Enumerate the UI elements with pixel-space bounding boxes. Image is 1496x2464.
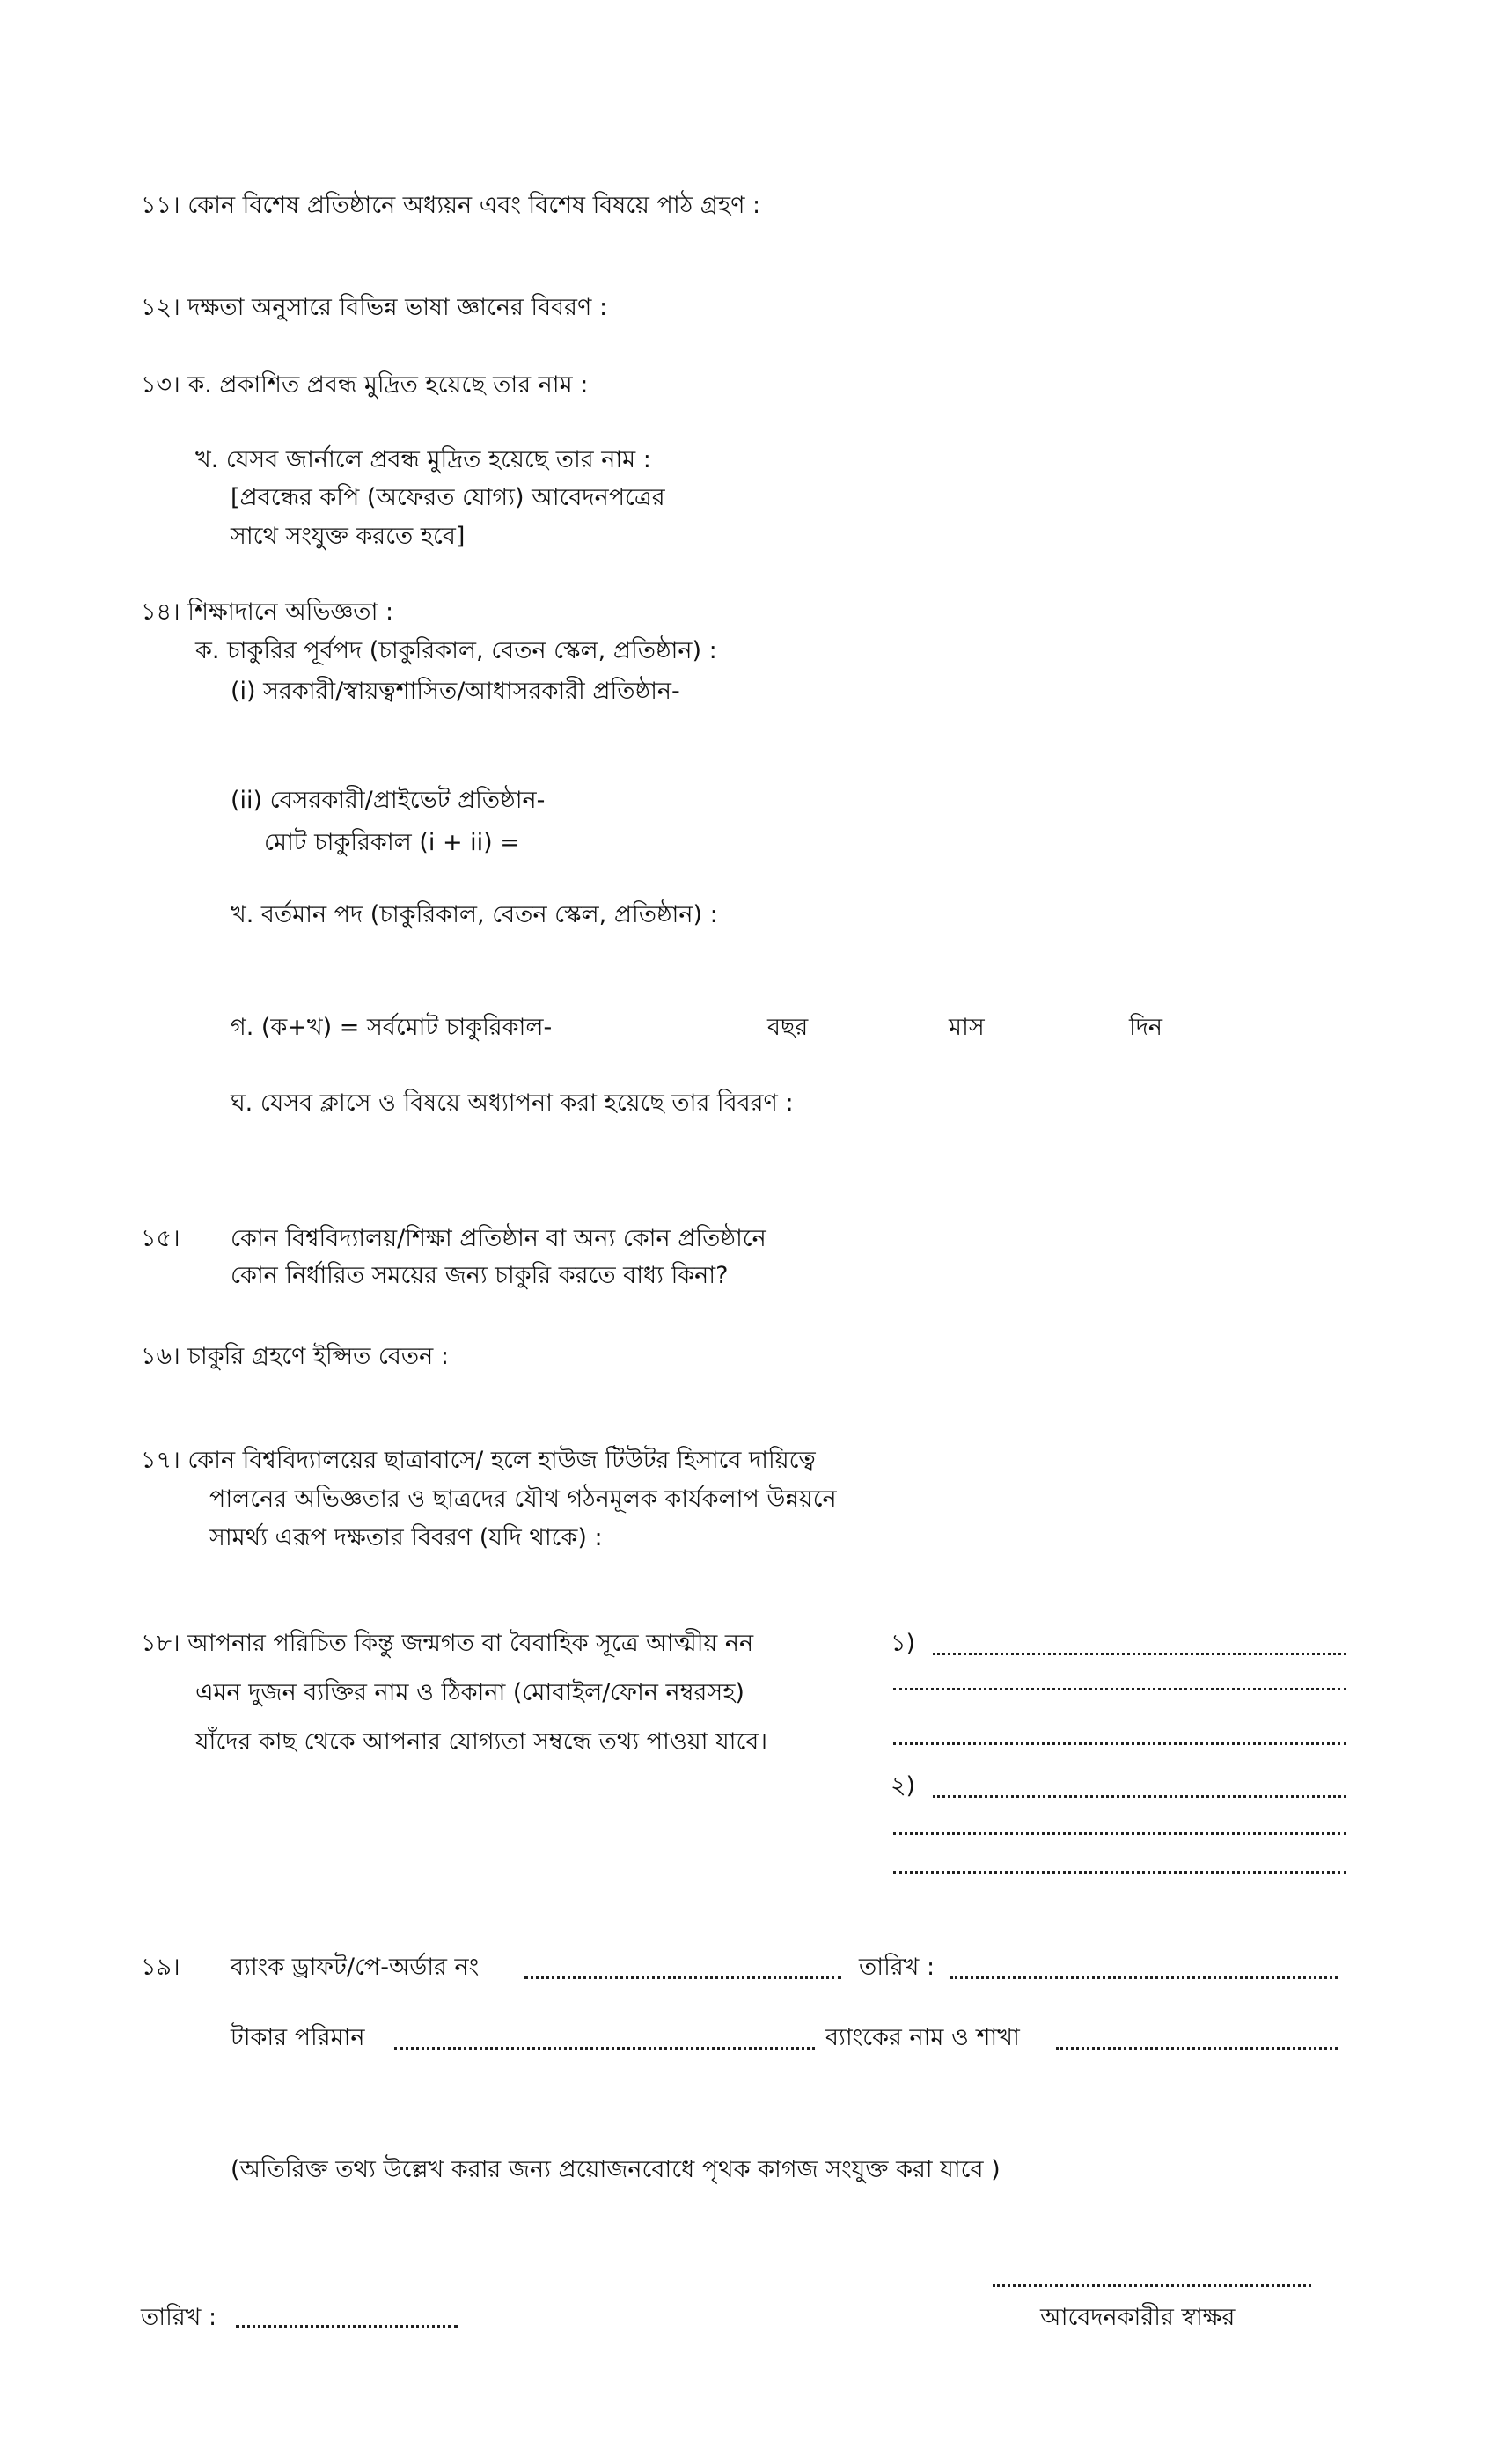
item-13-b-label: খ. যেসব জার্নালে প্রবন্ধ মুদ্রিত হয়েছে তার নাম : [195,446,651,473]
item-15-line2: কোন নির্ধারিত সময়ের জন্য চাকুরি করতে বাধ্য কিনা? [231,1262,729,1289]
item-16-label: ১৬। চাকুরি গ্রহণে ইপ্সিত বেতন : [141,1343,449,1370]
reference-2-line-3[interactable] [893,1871,1346,1874]
item-13-note-line1: [প্রবন্ধের কপি (অফেরত যোগ্য) আবেদনপত্রের [231,484,665,511]
item-18-line2: এমন দুজন ব্যক্তির নাম ও ঠিকানা (মোবাইল/ফোন নম্বরসহ) [195,1679,744,1706]
reference-2-number: ২) [891,1772,916,1800]
item-14-day-label: দিন [1129,1014,1163,1041]
bank-branch-label: ব্যাংকের নাম ও শাখা [825,2024,1020,2051]
item-14-total-label: মোট চাকুরিকাল (i + ii) = [264,829,520,856]
date-label: তারিখ : [141,2304,217,2331]
item-11-label: ১১। কোন বিশেষ প্রতিষ্ঠানে অধ্যয়ন এবং বিশেষ বিষয়ে পাঠ গ্রহণ : [141,192,761,219]
item-17-line3: সামর্থ্য এরূপ দক্ষতার বিবরণ (যদি থাকে) : [209,1524,603,1551]
reference-1-line-1[interactable] [933,1653,1346,1655]
item-15-number: ১৫। [141,1225,180,1252]
reference-1-number: ১) [891,1630,916,1657]
item-12-label: ১২। দক্ষতা অনুসারে বিভিন্ন ভাষা জ্ঞানের বিবরণ : [141,294,608,321]
reference-2-line-2[interactable] [893,1832,1346,1835]
additional-info-note: (অতিরিক্ত তথ্য উল্লেখ করার জন্য প্রয়োজনবোধে পৃথক কাগজ সংযুক্ত করা যাবে ) [231,2156,1001,2183]
item-13-note-line2: সাথে সংযুক্ত করতে হবে] [231,523,466,550]
reference-2-line-1[interactable] [933,1795,1346,1798]
signature-field[interactable] [993,2284,1311,2287]
reference-1-line-3[interactable] [893,1742,1346,1745]
signature-label: আবেদনকারীর স্বাক্ষর [1040,2304,1236,2331]
item-17-line2: পালনের অভিজ্ঞতার ও ছাত্রদের যৌথ গঠনমূলক কার্যকলাপ উন্নয়নে [209,1485,837,1513]
item-14-d-label: ঘ. যেসব ক্লাসে ও বিষয়ে অধ্যাপনা করা হয়েছে তার বিবরণ : [231,1089,794,1117]
item-18-line1: ১৮। আপনার পরিচিত কিন্তু জন্মগত বা বৈবাহিক সূত্রে আত্মীয় নন [141,1630,754,1657]
item-14-a-label: ক. চাকুরির পূর্বপদ (চাকুরিকাল, বেতন স্কেল, প্রতিষ্ঠান) : [195,637,717,664]
item-14-label: ১৪। শিক্ষাদানে অভিজ্ঞতা : [141,598,394,626]
date-field[interactable] [236,2325,458,2328]
draft-date-field[interactable] [950,1976,1338,1979]
item-14-year-label: বছর [767,1014,809,1041]
bank-draft-number-field[interactable] [524,1976,841,1979]
item-13-a-label: ১৩। ক. প্রকাশিত প্রবন্ধ মুদ্রিত হয়েছে তার নাম : [141,371,589,399]
item-19-number: ১৯। [141,1954,180,1981]
item-18-line3: যাঁদের কাছ থেকে আপনার যোগ্যতা সম্বন্ধে তথ্য পাওয়া যাবে। [195,1728,767,1756]
reference-1-line-2[interactable] [893,1688,1346,1690]
bank-draft-label: ব্যাংক ড্রাফট/পে-অর্ডার নং [231,1954,480,1981]
item-15-line1: কোন বিশ্ববিদ্যালয়/শিক্ষা প্রতিষ্ঠান বা অন্য কোন প্রতিষ্ঠানে [231,1225,766,1252]
amount-field[interactable] [394,2047,815,2050]
item-14-a-i-label: (i) সরকারী/স্বায়ত্বশাসিত/আধাসরকারী প্রতিষ্ঠান- [231,678,680,705]
item-14-b-label: খ. বর্তমান পদ (চাকুরিকাল, বেতন স্কেল, প্রতিষ্ঠান) : [231,901,718,928]
item-17-line1: ১৭। কোন বিশ্ববিদ্যালয়ের ছাত্রাবাসে/ হলে হাউজ টিউটর হিসাবে দায়িত্বে [141,1447,816,1474]
item-14-c-label: গ. (ক+খ) = সর্বমোট চাকুরিকাল- [231,1014,553,1041]
amount-label: টাকার পরিমান [231,2024,365,2051]
bank-branch-field[interactable] [1056,2047,1338,2050]
draft-date-label: তারিখ : [859,1954,935,1981]
item-14-a-ii-label: (ii) বেসরকারী/প্রাইভেট প্রতিষ্ঠান- [231,787,546,814]
item-14-month-label: মাস [949,1014,985,1041]
